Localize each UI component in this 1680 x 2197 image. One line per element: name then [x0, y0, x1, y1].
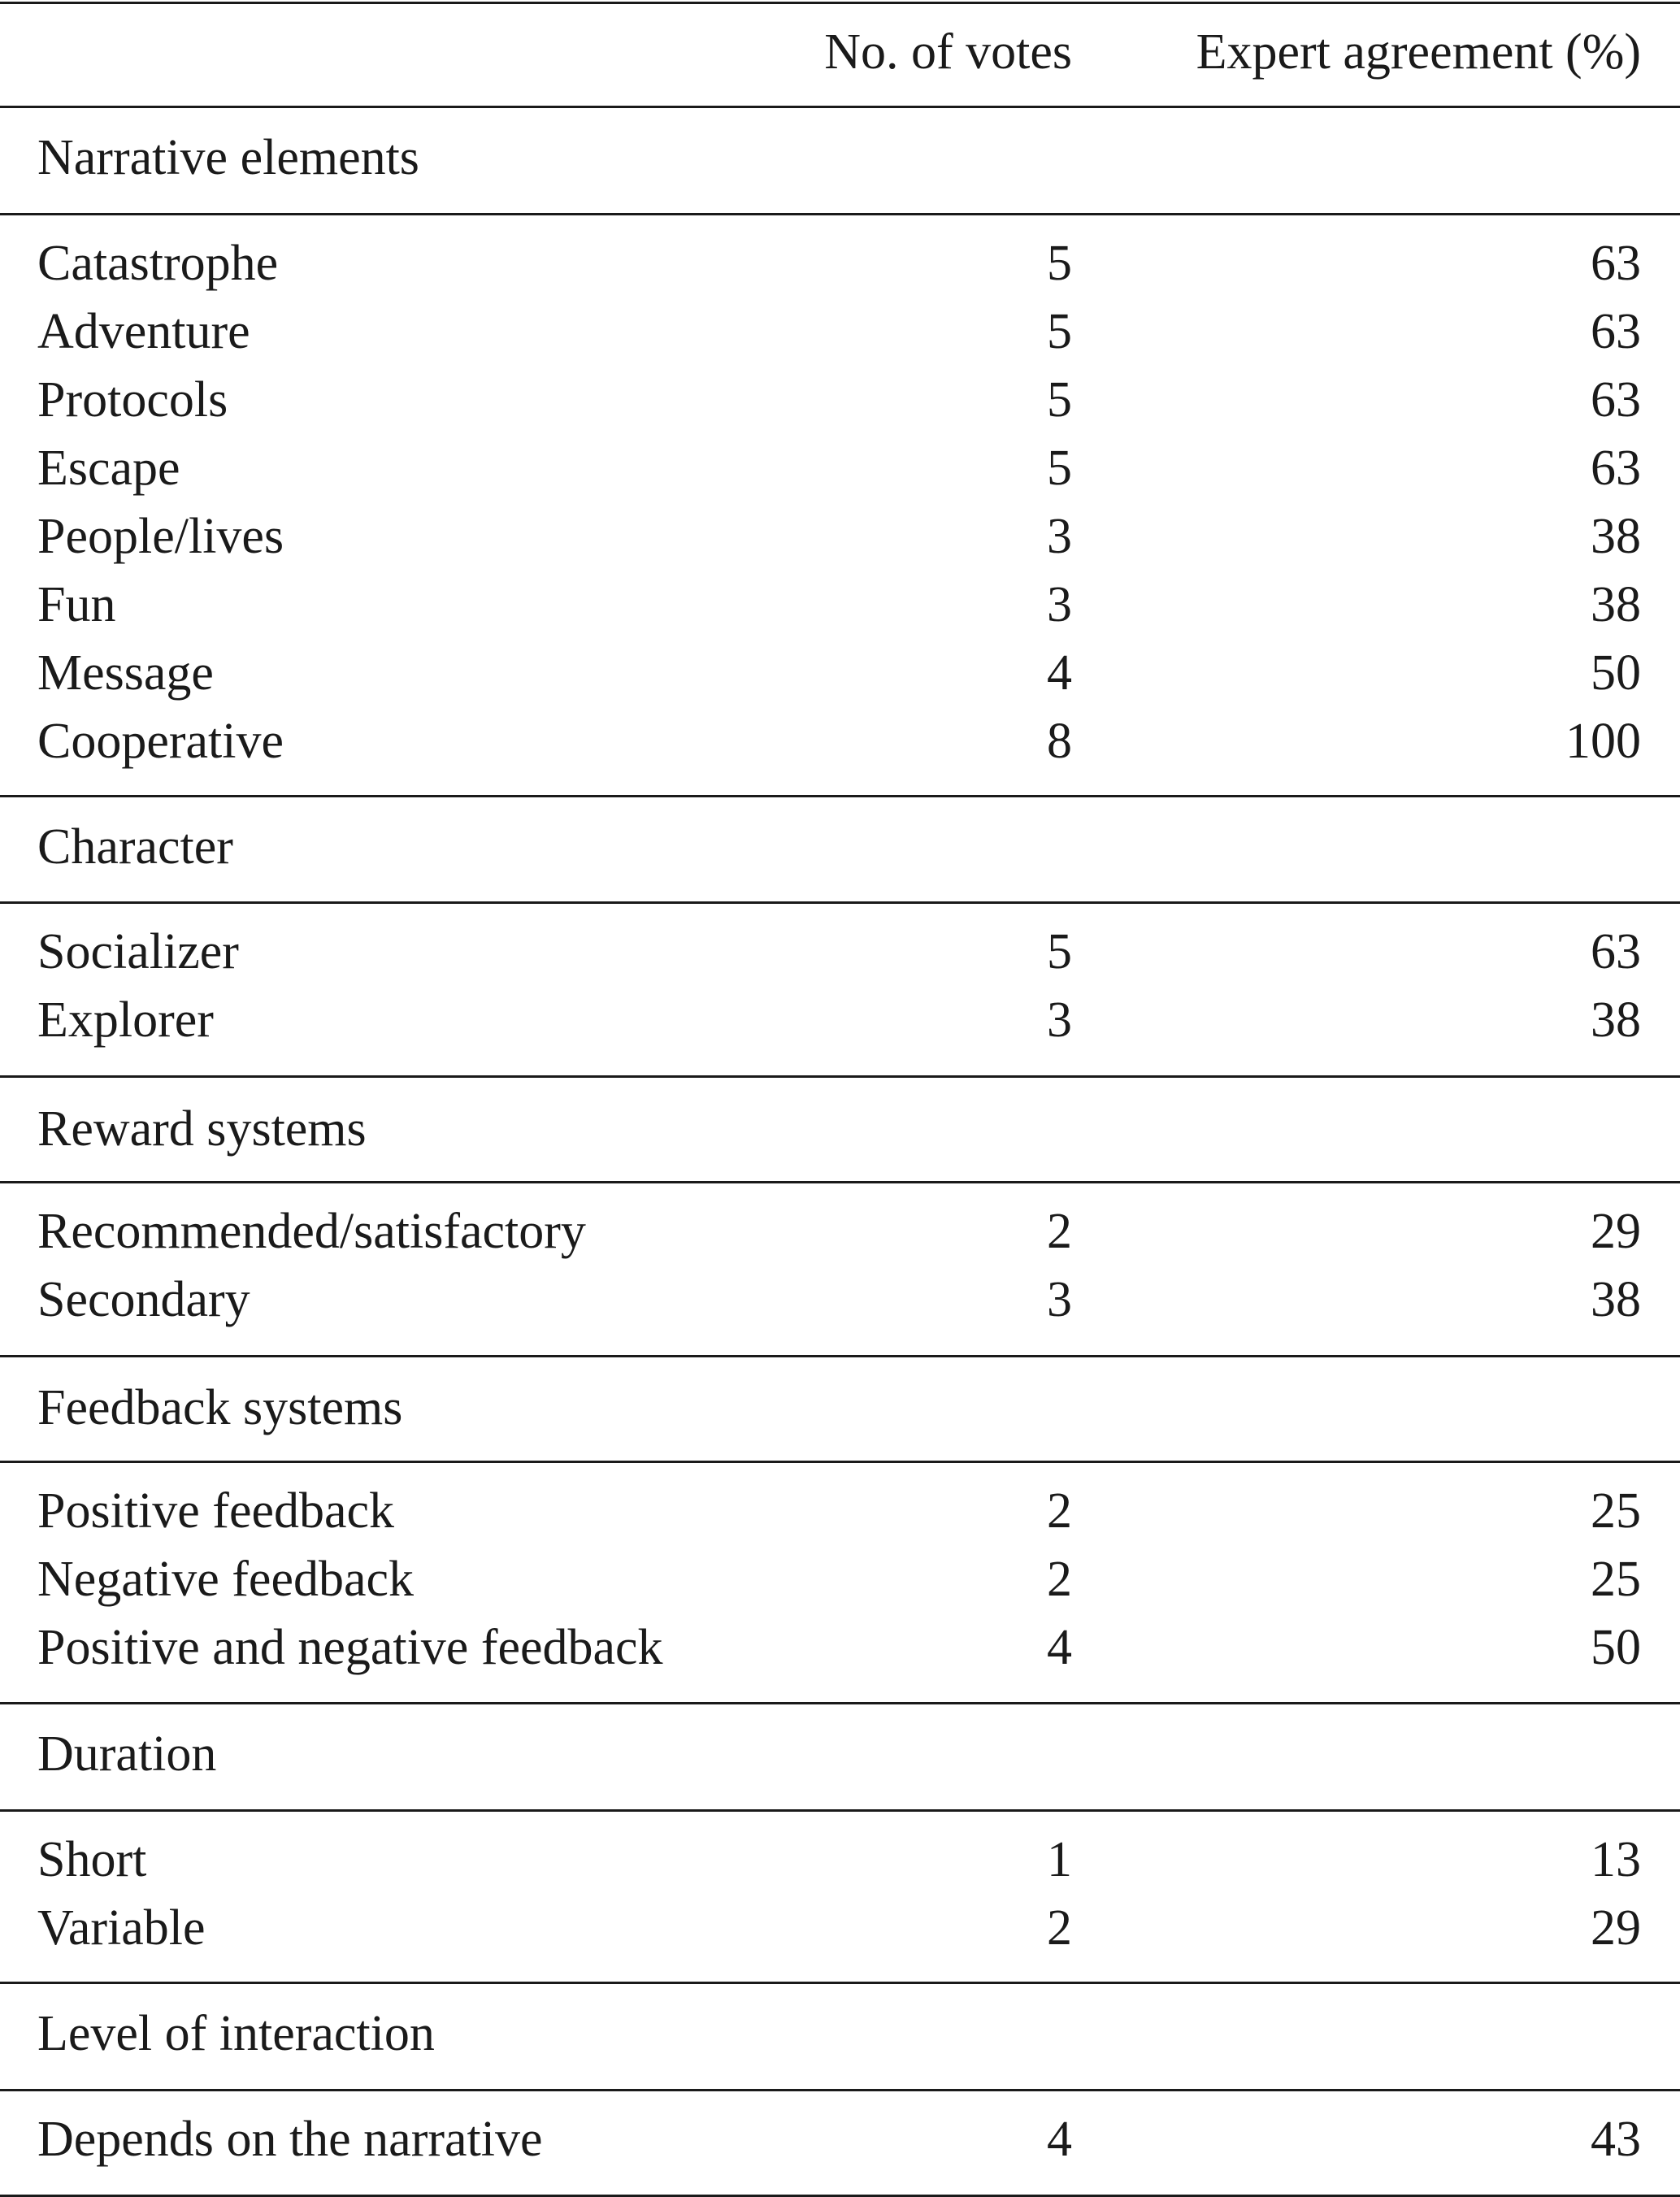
section-end-rule [0, 795, 1680, 797]
row-votes: 2 [1047, 1552, 1072, 1607]
row-label: Positive feedback [37, 1483, 395, 1539]
row-votes: 5 [1047, 441, 1072, 496]
row-agreement: 29 [1591, 1204, 1641, 1259]
section-title: Feedback systems [37, 1380, 403, 1435]
row-label: Depends on the narrative [37, 2112, 543, 2167]
header-rule [0, 106, 1680, 108]
section-title-rule [0, 2089, 1680, 2091]
row-votes: 4 [1047, 2112, 1072, 2167]
row-agreement: 13 [1591, 1832, 1641, 1887]
header-agreement: Expert agreement (%) [1196, 24, 1641, 80]
row-label: Protocols [37, 372, 228, 428]
row-agreement: 29 [1591, 1900, 1641, 1956]
row-label: Variable [37, 1900, 206, 1956]
section-end-rule [0, 1982, 1680, 1984]
row-label: Socializer [37, 924, 239, 979]
section-title: Reward systems [37, 1101, 367, 1157]
row-agreement: 100 [1565, 714, 1641, 769]
row-votes: 3 [1047, 1272, 1072, 1327]
section-title: Duration [37, 1726, 217, 1782]
row-agreement: 25 [1591, 1483, 1641, 1539]
section-title-rule [0, 213, 1680, 215]
row-votes: 4 [1047, 1620, 1072, 1675]
section-title-rule [0, 901, 1680, 904]
row-votes: 2 [1047, 1204, 1072, 1259]
row-agreement: 63 [1591, 372, 1641, 428]
row-agreement: 63 [1591, 304, 1641, 359]
section-title-rule [0, 1181, 1680, 1183]
row-agreement: 25 [1591, 1552, 1641, 1607]
row-label: Short [37, 1832, 147, 1887]
row-agreement: 38 [1591, 577, 1641, 632]
row-agreement: 63 [1591, 441, 1641, 496]
row-agreement: 50 [1591, 1620, 1641, 1675]
row-label: People/lives [37, 509, 284, 564]
row-votes: 3 [1047, 509, 1072, 564]
row-votes: 2 [1047, 1900, 1072, 1956]
row-agreement: 38 [1591, 1272, 1641, 1327]
row-votes: 3 [1047, 992, 1072, 1048]
row-agreement: 43 [1591, 2112, 1641, 2167]
row-label: Recommended/satisfactory [37, 1204, 586, 1259]
row-votes: 1 [1047, 1832, 1072, 1887]
row-label: Cooperative [37, 714, 284, 769]
row-votes: 4 [1047, 645, 1072, 701]
row-votes: 5 [1047, 924, 1072, 979]
top-rule [0, 2, 1680, 4]
row-agreement: 38 [1591, 992, 1641, 1048]
row-agreement: 50 [1591, 645, 1641, 701]
row-votes: 2 [1047, 1483, 1072, 1539]
section-end-rule [0, 1355, 1680, 1357]
row-votes: 5 [1047, 372, 1072, 428]
header-votes: No. of votes [824, 24, 1072, 80]
row-label: Catastrophe [37, 236, 279, 291]
row-votes: 5 [1047, 236, 1072, 291]
section-title: Character [37, 819, 233, 875]
section-end-rule [0, 1702, 1680, 1704]
row-agreement: 63 [1591, 924, 1641, 979]
row-label: Negative feedback [37, 1552, 415, 1607]
row-votes: 3 [1047, 577, 1072, 632]
row-label: Positive and negative feedback [37, 1620, 663, 1675]
row-label: Message [37, 645, 214, 701]
section-title-rule [0, 1461, 1680, 1463]
section-title-rule [0, 1809, 1680, 1812]
row-label: Adventure [37, 304, 250, 359]
row-votes: 5 [1047, 304, 1072, 359]
row-label: Escape [37, 441, 180, 496]
section-title: Narrative elements [37, 130, 419, 185]
row-agreement: 63 [1591, 236, 1641, 291]
row-label: Explorer [37, 992, 214, 1048]
section-end-rule [0, 1075, 1680, 1078]
section-title: Level of interaction [37, 2006, 435, 2061]
row-votes: 8 [1047, 714, 1072, 769]
row-agreement: 38 [1591, 509, 1641, 564]
row-label: Secondary [37, 1272, 250, 1327]
row-label: Fun [37, 577, 116, 632]
